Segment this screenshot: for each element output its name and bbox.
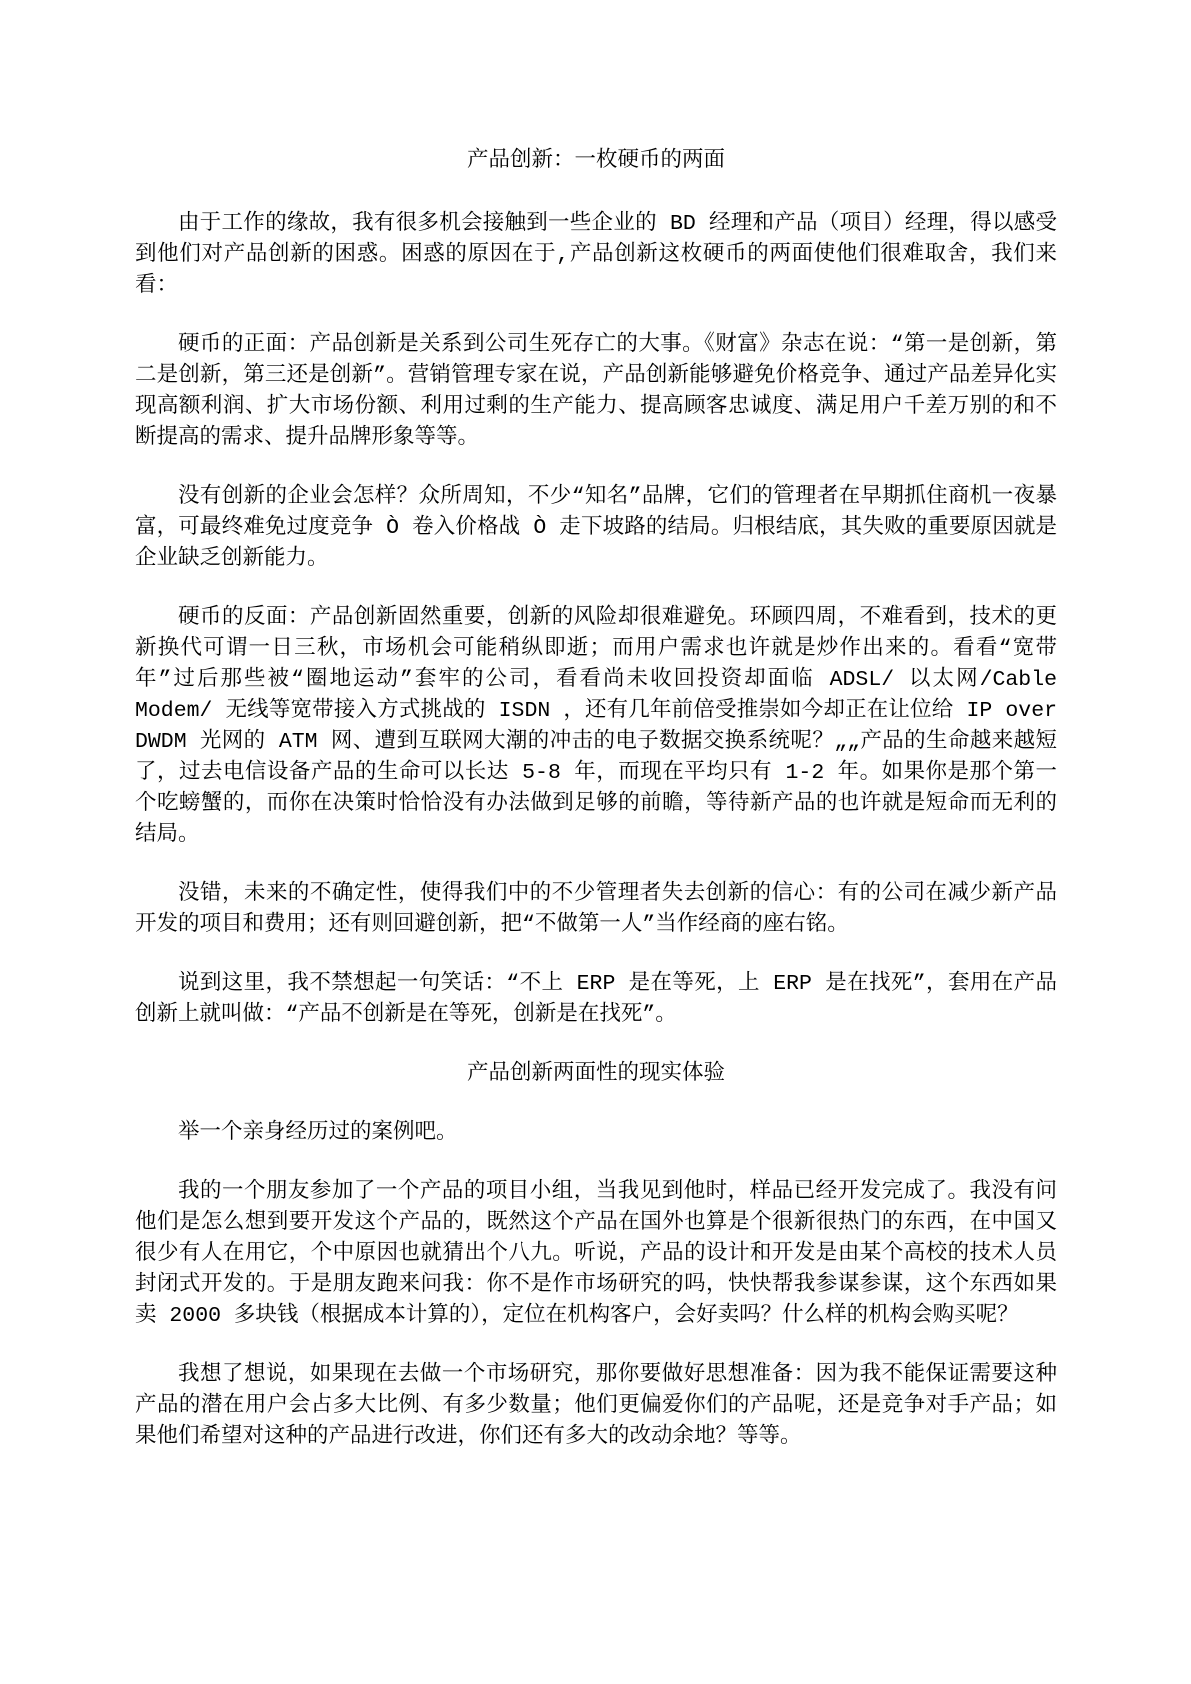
paragraph-erp-joke: 说到这里，我不禁想起一句笑话：“不上 ERP 是在等死，上 ERP 是在找死”，套用在产品创新上就叫做：“产品不创新是在等死，创新是在找死”。 <box>135 972 1057 1027</box>
section-subtitle: 产品创新两面性的现实体验 <box>466 1062 725 1086</box>
paragraph-case-intro: 举一个亲身经历过的案例吧。 <box>178 1121 458 1145</box>
paragraph-no-innovation: 没有创新的企业会怎样？众所周知，不少“知名”品牌，它们的管理者在早期抓住商机一夜暴富，可最终难免过度竞争 Ò 卷入价格战 Ò 走下坡路的结局。归根结底，其失败的重要原因就是企业缺乏创新能力。 <box>135 485 1057 571</box>
paragraph-coin-front: 硬币的正面：产品创新是关系到公司生死存亡的大事。《财富》杂志在说：“第一是创新，第二是创新，第三还是创新”。营销管理专家在说，产品创新能够避免价格竞争、通过产品差异化实现高额利润、扩大市场份额、利用过剩的生产能力、提高顾客忠诚度、满足用户千差万别的和不断提高的需求、提升品牌形象等等。 <box>135 333 1057 450</box>
paragraph-market-research: 我想了想说，如果现在去做一个市场研究，那你要做好思想准备：因为我不能保证需要这种产品的潜在用户会占多大比例、有多少数量；他们更偏爱你们的产品呢，还是竞争对手产品；如果他们希望对这种的产品进行改进，你们还有多大的改动余地？等等。 <box>135 1363 1057 1449</box>
paragraph-intro: 由于工作的缘故，我有很多机会接触到一些企业的 BD 经理和产品（项目）经理，得以感受到他们对产品创新的困惑。困惑的原因在于,产品创新这枚硬币的两面使他们很难取舍，我们来看： <box>135 212 1057 298</box>
paragraph-coin-back: 硬币的反面：产品创新固然重要，创新的风险却很难避免。环顾四周，不难看到，技术的更新换代可谓一日三秋，市场机会可能稍纵即逝；而用户需求也许就是炒作出来的。看看“宽带年”过后那些被“圈地运动”套牢的公司，看看尚未收回投资却面临 ADSL/ 以太网/Cable Modem/ 无线等宽带接入方式挑战的 ISDN ，还有几年前倍受推崇如今却正在让位给 IP over DWDM 光网的 ATM 网、遭到互联网大潮的冲击的电子数据交换系统呢？„„产品的生命越来越短了，过去电信设备产品的生命可以长达 5-8 年，而现在平均只有 1-2 年。如果你是那个第一个吃螃蟹的，而你在决策时恰恰没有办法做到足够的前瞻，等待新产品的也许就是短命而无利的结局。 <box>135 606 1057 847</box>
document-title: 产品创新：一枚硬币的两面 <box>466 149 725 173</box>
paragraph-friend-case: 我的一个朋友参加了一个产品的项目小组，当我见到他时，样品已经开发完成了。我没有问他们是怎么想到要开发这个产品的，既然这个产品在国外也算是个很新很热门的东西，在中国又很少有人在用它，个中原因也就猜出个八九。听说，产品的设计和开发是由某个高校的技术人员封闭式开发的。于是朋友跑来问我：你不是作市场研究的吗，快快帮我参谋参谋，这个东西如果卖 2000 多块钱（根据成本计算的），定位在机构客户，会好卖吗？什么样的机构会购买呢？ <box>135 1180 1057 1328</box>
paragraph-uncertainty: 没错，未来的不确定性，使得我们中的不少管理者失去创新的信心：有的公司在减少新产品开发的项目和费用；还有则回避创新，把“不做第一人”当作经商的座右铭。 <box>135 882 1057 937</box>
